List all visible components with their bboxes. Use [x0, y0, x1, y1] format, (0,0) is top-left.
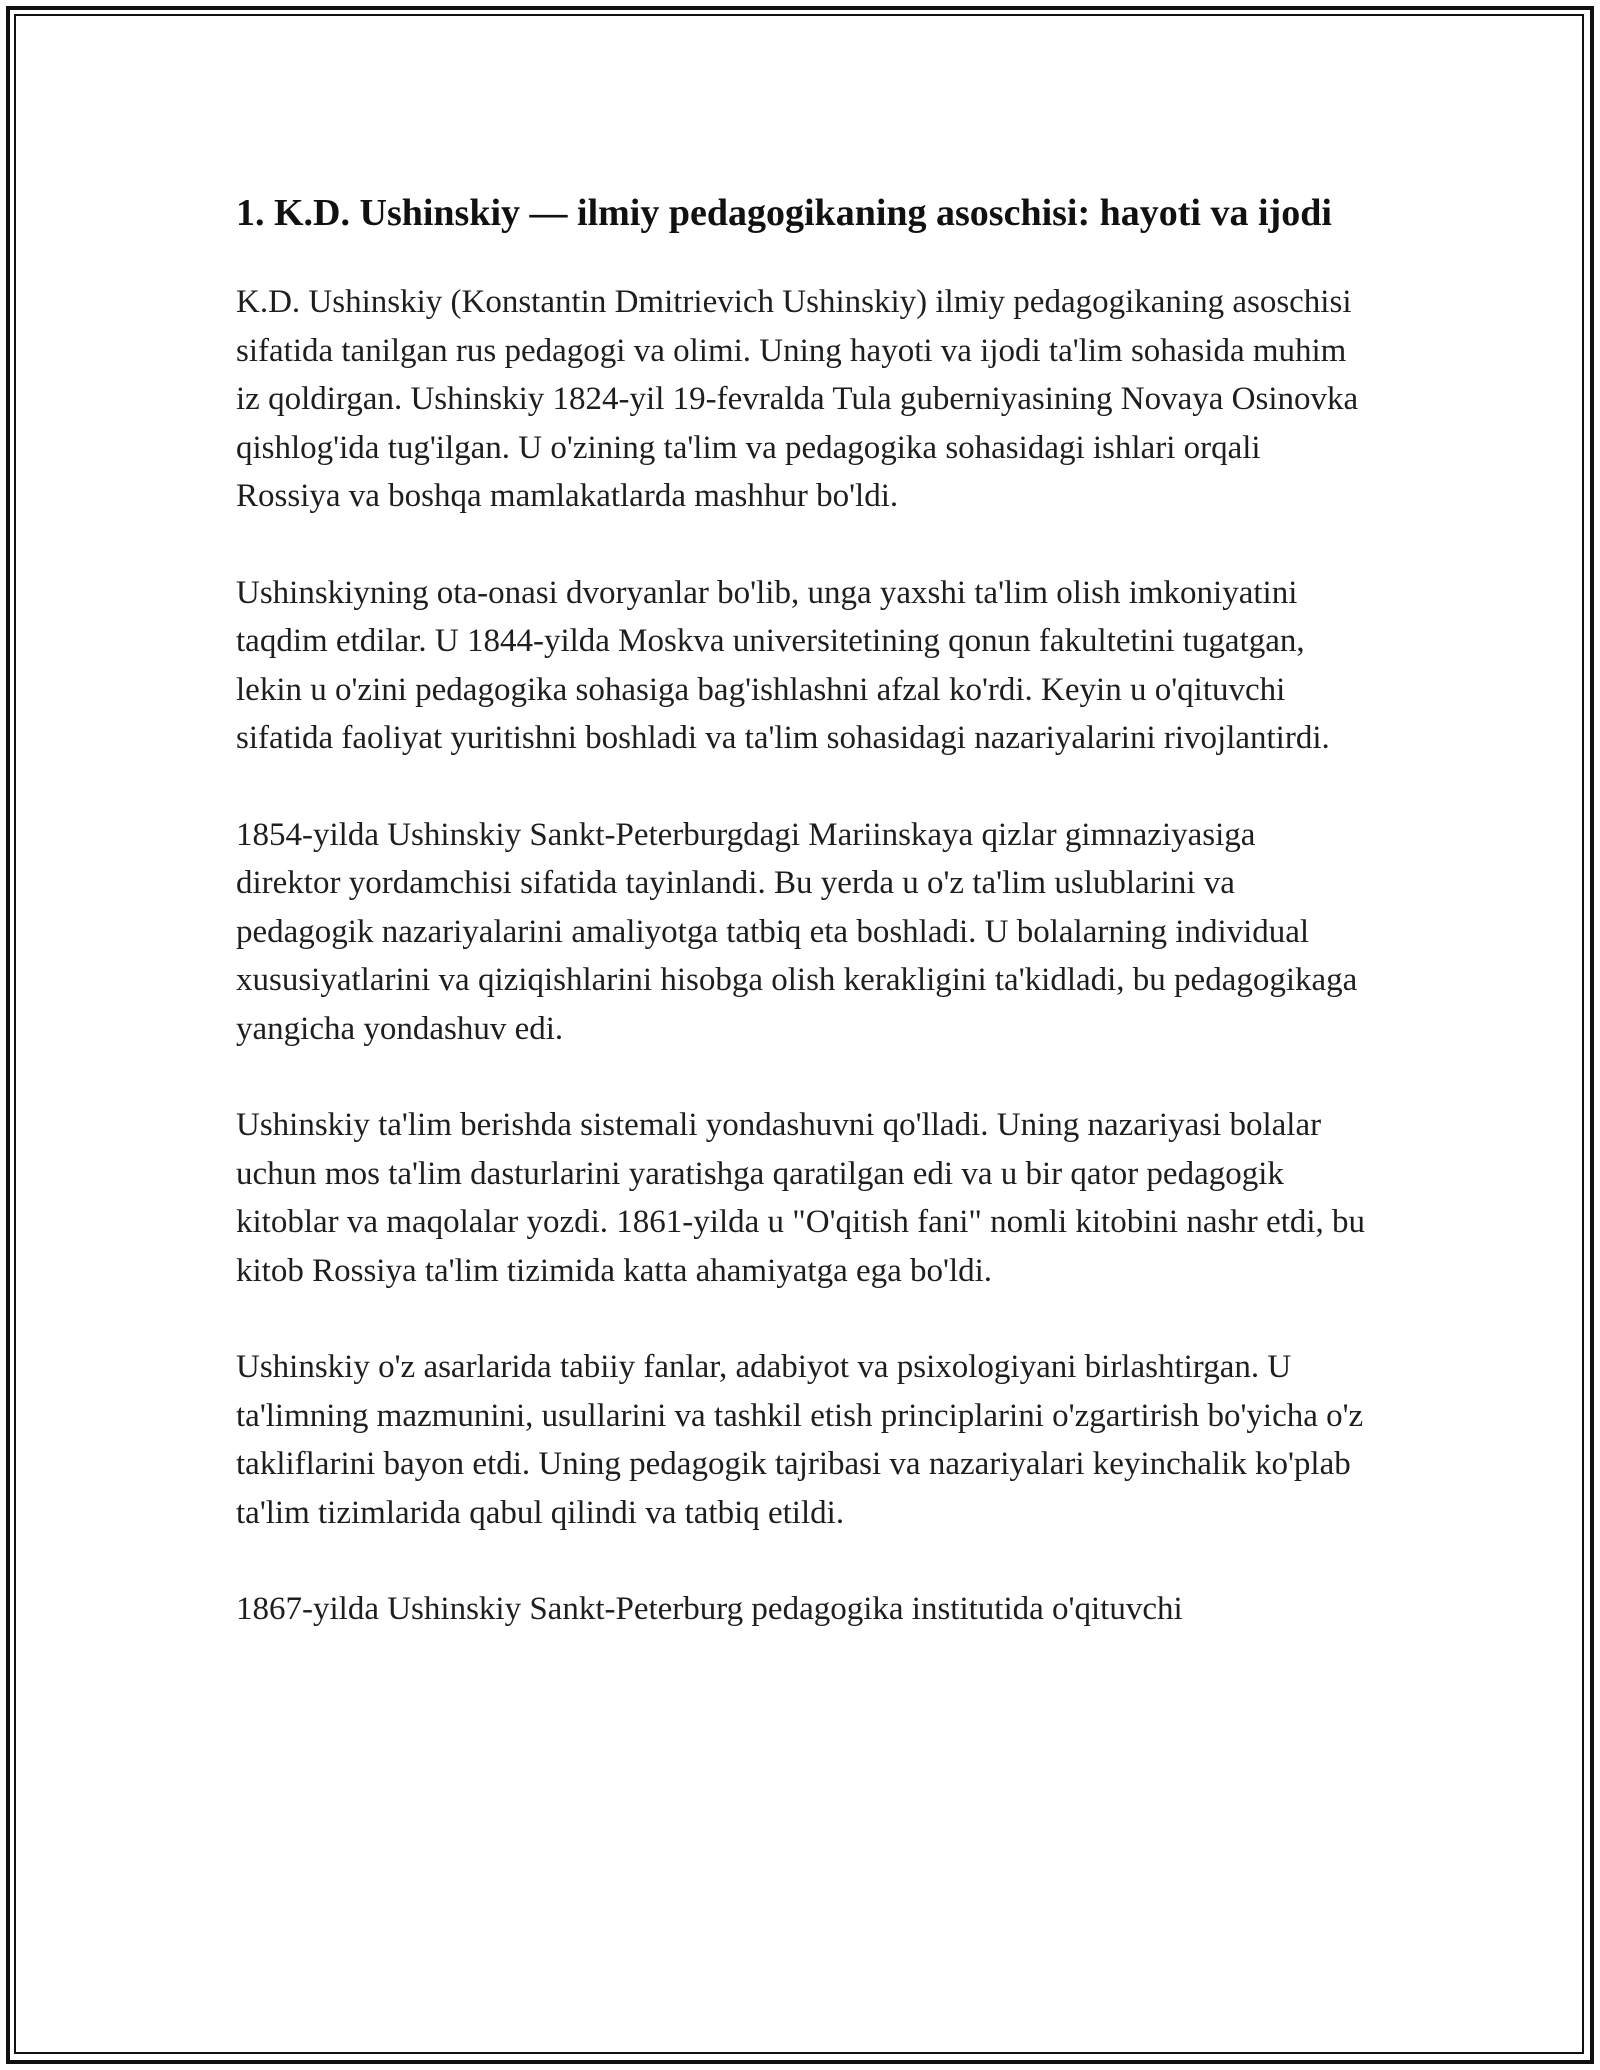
- document-body: [236, 186, 1366, 1682]
- paragraph-3: 1854-yilda Ushinskiy Sankt-Peterburgdagi Mariinskaya qizlar gimnaziyasiga direktor yordamchisi sifatida tayinlandi. Bu yerda u o'z ta'lim uslublarini va pedagogik nazariyalarini amaliyotga tatbiq eta boshladi. U bolalarning individual xususiyatlarini va qiziqishlarini hisobga olish kerakligini ta'kidladi, bu pedagogikaga yangicha yondashuv edi.: [236, 816, 1358, 1047]
- section-heading: 1. K.D. Ushinskiy — ilmiy pedagogikaning asoschisi: hayoti va ijodi: [236, 192, 1332, 234]
- paragraph-1: K.D. Ushinskiy (Konstantin Dmitrievich Ushinskiy) ilmiy pedagogikaning asoschisi sifatida tanilgan rus pedagogi va olimi. Uning hayoti va ijodi ta'lim sohasida muhim iz qoldirgan. Ushinskiy 1824-yil 19-fevralda Tula guberniyasining Novaya Osinovka qishlog'ida tug'ilgan. U o'zining ta'lim va pedagogika sohasidagi ishlari orqali Rossiya va boshqa mamlakatlarda mashhur bo'ldi.: [236, 284, 1359, 514]
- paragraph-6: 1867-yilda Ushinskiy Sankt-Peterburg pedagogika institutida o'qituvchi: [236, 1591, 1183, 1627]
- paragraph-2: Ushinskiyning ota-onasi dvoryanlar bo'lib, unga yaxshi ta'lim olish imkoniyatini taqdim etdilar. U 1844-yilda Moskva universitetining qonun fakultetini tugatgan, lekin u o'zini pedagogika sohasiga bag'ishlashni afzal ko'rdi. Keyin u o'qituvchi sifatida faoliyat yuritishni boshladi va ta'lim sohasidagi nazariyalarini rivojlantirdi.: [236, 574, 1330, 756]
- paragraph-4: Ushinskiy ta'lim berishda sistemali yondashuvni qo'lladi. Uning nazariyasi bolalar uchun mos ta'lim dasturlarini yaratishga qaratilgan edi va u bir qator pedagogik kitoblar va maqolalar yozdi. 1861-yilda u "O'qitish fani" nomli kitobini nashr etdi, bu kitob Rossiya ta'lim tizimida katta ahamiyatga ega bo'ldi.: [236, 1107, 1366, 1289]
- paragraph-5: Ushinskiy o'z asarlarida tabiiy fanlar, adabiyot va psixologiyani birlashtirgan. U ta'limning mazmunini, usullarini va tashkil etish principlarini o'zgartirish bo'yicha o'z takliflarini bayon etdi. Uning pedagogik tajribasi va nazariyalari keyinchalik ko'plab ta'lim tizimlarida qabul qilindi va tatbiq etildi.: [236, 1349, 1364, 1531]
